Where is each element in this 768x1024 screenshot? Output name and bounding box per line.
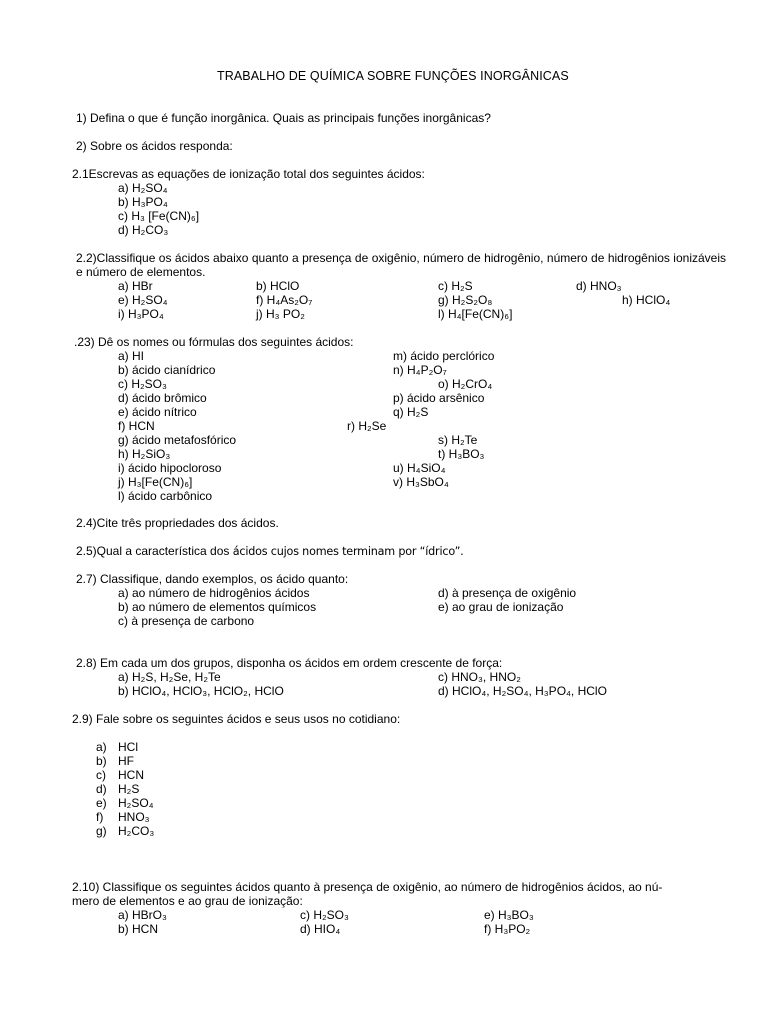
list-item: r) H₂Se	[347, 419, 387, 433]
list-item: c) à presença de carbono	[118, 614, 255, 628]
list-item: c) H₂SO₃	[118, 377, 167, 391]
list-item: n) H₄P₂O₇	[393, 363, 447, 377]
list-item: v) H₃SbO₄	[393, 475, 449, 489]
list-item: h) H₂SiO₃	[118, 447, 171, 461]
page-title: TRABALHO DE QUÍMICA SOBRE FUNÇÕES INORGÂNICAS	[217, 69, 569, 83]
list-item: e) ao grau de ionização	[438, 600, 564, 614]
list-letter: g)	[96, 824, 107, 838]
question-2-4: 2.4)Cite três propriedades dos ácidos.	[76, 516, 279, 530]
list-item: i) H₃PO₄	[118, 307, 164, 321]
list-item: HF	[118, 754, 134, 768]
list-item: f) HCN	[118, 419, 155, 433]
list-item: u) H₄SiO₄	[393, 461, 446, 475]
question-1: 1) Defina o que é função inorgânica. Quais as principais funções inorgânicas?	[76, 111, 491, 125]
list-item: e) ácido nítrico	[118, 405, 197, 419]
question-2-5-suffix: ácidos cujos nomes terminam por “ídrico”.	[232, 545, 464, 558]
list-item: j) H₃ PO₂	[256, 307, 305, 321]
question-2-8-heading: 2.8) Em cada um dos grupos, disponha os ácidos em ordem crescente de força:	[76, 656, 503, 670]
list-item: b) HClO	[256, 279, 300, 293]
list-item: s) H₂Te	[438, 433, 478, 447]
question-2-2-heading: 2.2)Classifique os ácidos abaixo quanto a presença de oxigênio, número de hidrogênio, número de hidrogênios ionizáveis e número de elementos.	[76, 251, 726, 279]
list-item: d) à presença de oxigênio	[438, 586, 577, 600]
list-item: d) HClO₄, H₂SO₄, H₃PO₄, HClO	[438, 684, 607, 698]
list-item: o) H₂CrO₄	[438, 377, 493, 391]
list-item: b) ácido cianídrico	[118, 363, 216, 377]
list-item: d) H₂CO₃	[118, 223, 169, 237]
list-item: H₂SO₄	[118, 796, 154, 810]
list-item: a) HBrO₃	[118, 908, 167, 922]
list-item: c) HNO₃, HNO₂	[438, 670, 521, 684]
list-item: d) HNO₃	[576, 279, 622, 293]
list-item: a) ao número de hidrogênios ácidos	[118, 586, 310, 600]
list-item: H₂S	[118, 782, 140, 796]
list-item: l) H₄[Fe(CN)₆]	[438, 307, 513, 321]
question-2-1-heading: 2.1Escrevas as equações de ionização total dos seguintes ácidos:	[72, 167, 425, 181]
list-letter: a)	[96, 740, 107, 754]
list-letter: b)	[96, 754, 107, 768]
list-item: g) ácido metafosfórico	[118, 433, 237, 447]
list-item: HNO₃	[118, 810, 150, 824]
question-2-7-heading: 2.7) Classifique, dando exemplos, os ácido quanto:	[76, 572, 349, 586]
list-letter: e)	[96, 796, 107, 810]
question-2-9-heading: 2.9) Fale sobre os seguintes ácidos e seus usos no cotidiano:	[72, 712, 401, 726]
list-item: t) H₃BO₃	[438, 447, 485, 461]
list-item: f) H₃PO₂	[484, 922, 531, 936]
question-2-5	[76, 544, 464, 559]
list-item: HCN	[118, 768, 144, 782]
list-item: a) HBr	[118, 279, 153, 293]
list-item: p) ácido arsênico	[393, 391, 485, 405]
list-item: b) HClO₄, HClO₃, HClO₂, HClO	[118, 684, 284, 698]
list-letter: f)	[96, 810, 104, 824]
question-2: 2) Sobre os ácidos responda:	[76, 139, 233, 153]
list-item: a) H₂S, H₂Se, H₂Te	[118, 670, 221, 684]
list-item: f) H₄As₂O₇	[256, 293, 313, 307]
list-item: j) H₃[Fe(CN)₆]	[118, 475, 193, 489]
question-2-3-heading: .23) Dê os nomes ou fórmulas dos seguintes ácidos:	[74, 335, 354, 349]
question-2-5-prefix: 2.5)Qual a característica dos	[76, 544, 233, 558]
list-item: e) H₃BO₃	[484, 908, 534, 922]
question-2-10-line2: mero de elementos e ao grau de ionização:	[72, 894, 303, 908]
list-letter: d)	[96, 782, 107, 796]
list-item: l) ácido carbônico	[118, 489, 213, 503]
list-item: HCl	[118, 740, 138, 754]
list-item: m) ácido perclórico	[393, 349, 495, 363]
question-2-10-line1: 2.10) Classifique os seguintes ácidos quanto à presença de oxigênio, ao número de hidrogênios ácidos, ao nú-	[72, 880, 663, 894]
list-item: c) H₂S	[438, 279, 473, 293]
list-item: q) H₂S	[393, 405, 429, 419]
list-item: b) HCN	[118, 922, 159, 936]
list-item: g) H₂S₂O₈	[438, 293, 493, 307]
list-item: d) ácido brômico	[118, 391, 207, 405]
list-item: c) H₃ [Fe(CN)₆]	[118, 209, 200, 223]
list-item: b) H₃PO₄	[118, 195, 168, 209]
list-item: d) HIO₄	[300, 922, 341, 936]
list-item: e) H₂SO₄	[118, 293, 168, 307]
list-item: H₂CO₃	[118, 824, 155, 838]
list-item: h) HClO₄	[622, 293, 671, 307]
list-item: i) ácido hipocloroso	[118, 461, 222, 475]
list-letter: c)	[96, 768, 106, 782]
list-item: a) HI	[118, 349, 145, 363]
list-item: a) H₂SO₄	[118, 181, 168, 195]
list-item: c) H₂SO₃	[300, 908, 349, 922]
list-item: b) ao número de elementos químicos	[118, 600, 317, 614]
